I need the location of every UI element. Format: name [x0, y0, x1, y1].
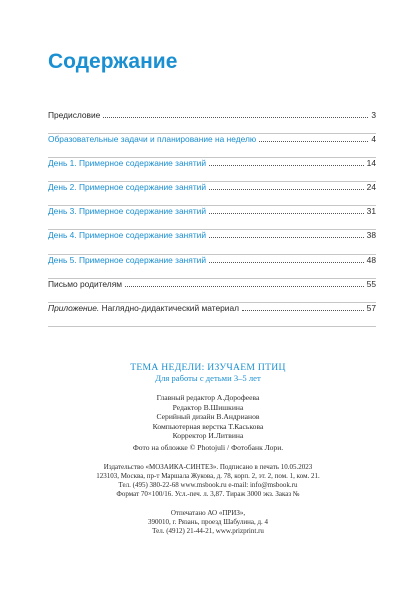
toc-entry[interactable]: [48, 158, 376, 182]
toc-entry-label-prefix: Приложение.: [48, 302, 100, 313]
toc-dot-leader: [209, 206, 364, 214]
printer-line: Отпечатано АО «ПРИЗ»,: [170, 508, 246, 517]
toc-dot-leader: [242, 303, 364, 311]
credit-line: Компьютерная верстка Т.Каськова: [152, 421, 264, 431]
toc-entry-label-text: Письмо родителям: [48, 278, 122, 289]
credit-line: Редактор В.Шишкина: [172, 402, 244, 412]
credit-line: Корректор И.Литвина: [172, 431, 244, 441]
toc-dot-leader: [209, 182, 364, 190]
toc-entry-label-text: День 4. Примерное содержание занятий: [48, 230, 207, 241]
credit-line: Главный редактор А.Дорофеева: [156, 393, 260, 402]
toc-entry-label-text: Образовательные задачи и планирование на неделю: [48, 134, 257, 145]
toc-entry-label: [48, 230, 206, 240]
toc-entry-label: [48, 134, 256, 144]
toc-entry[interactable]: [48, 230, 376, 254]
toc-dot-leader: [209, 255, 364, 263]
printer-line: 390010, г. Рязань, проезд Шабулина, д. 4: [147, 518, 269, 527]
toc-entry-label: [48, 182, 206, 192]
toc-entry-label-text: Предисловие: [48, 110, 101, 120]
publisher-line: Тел. (495) 380-22-68 www.msbook.ru e-mail: info@msbook.ru: [118, 481, 298, 490]
publisher-line: Издательство «МОЗАИКА-СИНТЕЗ». Подписано в печать 10.05.2023: [103, 462, 313, 471]
toc-entry-label: [48, 279, 122, 289]
photo-credit: Фото на обложке © Photojuli / Фотобанк Лори.: [132, 442, 284, 452]
imprint-credits: [0, 393, 416, 441]
publisher-line: 123103, Москва, пр-т Маршала Жукова, д. 78, корп. 2, эт. 2, пом. 1, ком. 21.: [96, 471, 320, 480]
toc-entry-label: [48, 255, 206, 265]
toc-entry[interactable]: [48, 255, 376, 279]
toc-entry[interactable]: [48, 279, 376, 303]
toc-entry-label: [48, 206, 206, 216]
toc-dot-leader: [103, 110, 368, 118]
imprint: [0, 362, 416, 537]
toc-entry-page-number: 14: [366, 158, 376, 169]
toc-entry-label-text: День 1. Примерное содержание занятий: [48, 158, 207, 169]
printer-line: Тел. (4912) 21-44-21, www.prizprint.ru: [152, 527, 264, 536]
toc-entry[interactable]: [48, 206, 376, 230]
toc-entry-page-number: 38: [366, 230, 376, 241]
toc-entry[interactable]: [48, 134, 376, 158]
toc-entry-page-number: 57: [366, 302, 376, 313]
toc-entry-label: [48, 158, 206, 168]
toc-entry-label: [48, 303, 239, 313]
publisher-line: Формат 70×100/16. Усл.-печ. л. 3,87. Тираж 3000 экз. Заказ №: [116, 490, 300, 499]
toc-entry-label-text: День 3. Примерное содержание занятий: [48, 206, 207, 217]
toc-entry[interactable]: [48, 182, 376, 206]
credit-line: Серийный дизайн В.Андрианов: [156, 412, 260, 422]
page-title: Содержание: [48, 50, 178, 73]
table-of-contents: [48, 110, 376, 327]
toc-dot-leader: [125, 279, 364, 287]
toc-dot-leader: [209, 230, 364, 238]
toc-entry-page-number: 48: [366, 254, 376, 265]
toc-entry-page-number: 55: [366, 278, 376, 289]
toc-entry-page-number: 24: [366, 182, 376, 193]
toc-dot-leader: [209, 158, 364, 166]
toc-entry-label: [48, 110, 100, 120]
publisher-info: [0, 463, 416, 500]
imprint-theme: ТЕМА НЕДЕЛИ: ИЗУЧАЕМ ПТИЦ: [130, 362, 286, 373]
toc-entry-label-text: День 2. Примерное содержание занятий: [48, 182, 207, 193]
toc-dot-leader: [259, 134, 368, 142]
toc-entry-page-number: 31: [366, 206, 376, 217]
printer-info: [0, 509, 416, 537]
toc-entry[interactable]: [48, 110, 376, 134]
toc-entry-page-number: 3: [371, 110, 376, 120]
toc-entry-page-number: 4: [371, 134, 376, 145]
toc-entry-label-text: День 5. Примерное содержание занятий: [48, 254, 207, 265]
toc-entry-label-text: Наглядно-дидактический материал: [99, 302, 239, 313]
toc-entry[interactable]: [48, 303, 376, 327]
imprint-theme-subtitle: Для работы с детьми 3–5 лет: [155, 373, 261, 383]
